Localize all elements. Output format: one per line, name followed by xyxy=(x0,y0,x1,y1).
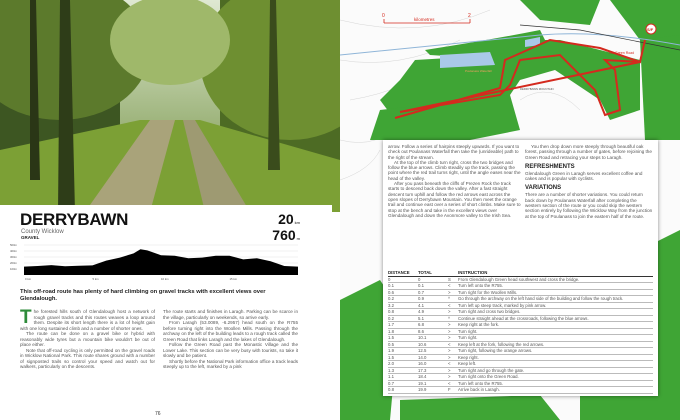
cell-distance: 0.5 xyxy=(388,341,418,348)
column-header: TOTAL xyxy=(418,270,448,276)
cell-distance: 0.1 xyxy=(388,283,418,290)
right-column-2 xyxy=(525,144,653,219)
map-label-green-road: The Green Road xyxy=(608,51,635,55)
scale-start: 0 xyxy=(382,13,385,19)
cell-total: 6.8 xyxy=(418,322,448,329)
cell-direction: > xyxy=(448,354,458,361)
cell-direction: > xyxy=(448,322,458,329)
cell-instruction: Turn left up steep track, marked by pink arrow. xyxy=(458,302,653,309)
refreshments-heading: REFRESHMENTS xyxy=(525,163,575,170)
cell-distance: 1.7 xyxy=(388,322,418,329)
cell-instruction: Turn right, following the orange arrows. xyxy=(458,348,653,355)
y-tick-label: 300m xyxy=(10,255,17,259)
elevation-area xyxy=(24,249,298,275)
cell-instruction: Arrive back in Laragh. xyxy=(458,387,653,394)
cell-distance: 0.8 xyxy=(388,387,418,394)
cell-instruction: Keep right. xyxy=(458,354,653,361)
cell-distance: 1.5 xyxy=(388,354,418,361)
right-column-1 xyxy=(388,144,521,218)
x-tick-label: 10 km xyxy=(161,277,169,281)
left-column-2 xyxy=(163,309,298,370)
ascent-unit: m xyxy=(296,236,300,241)
cell-total: 0 xyxy=(418,276,448,283)
cell-direction: < xyxy=(448,341,458,348)
cell-total: 10.6 xyxy=(418,341,448,348)
cell-instruction: Go through the archway on the left hand side of the building and follow the rough track. xyxy=(458,296,653,303)
cell-distance: 0.2 xyxy=(388,315,418,322)
cell-distance: 1.3 xyxy=(388,367,418,374)
cell-total: 0.1 xyxy=(418,283,448,290)
variations-text: There are a number of shorter variations. You could return back down by Poulanass Waterfall after completing the western section of the route or you could skip the western section entirely by following the Wicklow Way from the junction at the top of Poulanass to join the eastern half of the route. xyxy=(525,192,653,219)
cell-direction: > xyxy=(448,328,458,335)
map-label-waterfall: Poulanass Waterfall xyxy=(465,69,492,73)
cell-total: 5.1 xyxy=(418,315,448,322)
x-tick-label: 15 km xyxy=(229,277,238,281)
cell-total: 4.9 xyxy=(418,309,448,316)
cell-total: 0.7 xyxy=(418,289,448,296)
paragraph: he forested hills south of Glendalough host a network of rough gravel tracks and this routes weaves a loop around them. Despite its short length there is a lot of height gain with one long sustained climb and a number of shorter ones. xyxy=(20,309,155,331)
cell-total: 0.9 xyxy=(418,296,448,303)
cell-distance: 3.2 xyxy=(388,302,418,309)
cell-distance: 1.9 xyxy=(388,348,418,355)
paragraph: At the top of the climb turn right, cross the two bridges and follow the blue arrows. Climb steadily up the track, passing the point where the red trail turns right, until the angle eases near the head of the valley. xyxy=(388,159,521,181)
y-tick-label: 200m xyxy=(10,261,17,265)
paragraph: Follow the Green Road past the Monastic Village and the Lower Lake. This section can be very busy with tourists, so take it slowly and be patient. xyxy=(163,342,298,358)
cell-distance: 1.8 xyxy=(388,328,418,335)
left-column-1 xyxy=(20,309,155,370)
cell-direction: < xyxy=(448,283,458,290)
paragraph: arrow. Follow a series of hairpins steeply upwards. If you want to check out Poulanass Waterfall then take the (unrideable) path to the right of the stream. xyxy=(388,144,520,160)
cell-direction: ^ xyxy=(448,296,458,303)
paragraph: The route starts and finishes in Laragh. Parking can be scarce in the village, particularly on weekends, so arrive early. xyxy=(163,309,298,320)
paragraph: After you pass beneath the cliffs of Prezen Rock the track starts to descend back down the valley. After a fast straight descent turn uphill and follow the red arrows east across the open slopes of Derrybawn Mountain. You then meet the orange trail and continue east over a series of short climbs. Make sure to stop at the bench and take in the excellent views over Glendalough and down the Avonmore valley to the Irish Sea. xyxy=(388,181,521,218)
cell-instruction: Keep right at the fork. xyxy=(458,322,653,329)
cell-instruction: From Glendalough Green head southwest and cross the bridge. xyxy=(458,276,653,283)
table-row xyxy=(388,387,653,394)
drop-cap: T xyxy=(20,307,32,328)
cell-distance: 0 xyxy=(388,276,418,283)
page-number: 76 xyxy=(155,411,161,417)
cell-instruction: Turn right for the Woollen Mills. xyxy=(458,289,653,296)
scale-label: kilometres xyxy=(414,17,435,22)
cell-direction: > xyxy=(448,289,458,296)
cell-distance: 0.8 xyxy=(388,309,418,316)
distance-unit: km xyxy=(294,220,300,225)
cell-direction: ^ xyxy=(448,315,458,322)
route-intro: This off-road route has plenty of hard climbing on gravel tracks with excellent views over Glendalough. xyxy=(20,289,266,302)
cell-direction: F xyxy=(448,387,458,394)
cell-distance: 1.5 xyxy=(388,335,418,342)
paragraph: Note that off-road cycling is only permitted on the gravel roads in Wicklow National Park. This route shares ground with a number of signposted trails so control your speed and watch out for walkers, particularly on the descents. xyxy=(20,347,155,369)
variations-heading: VARIATIONS xyxy=(525,185,562,192)
cell-total: 8.6 xyxy=(418,328,448,335)
route-title: DERRYBAWN xyxy=(20,210,129,229)
cell-distance: 1.1 xyxy=(388,374,418,381)
cell-direction: > xyxy=(448,367,458,374)
cell-distance: 0.7 xyxy=(388,380,418,387)
cell-direction: > xyxy=(448,309,458,316)
paragraph: The route can be done on a gravel bike or hybrid with reasonably wide tyres but a mountain bike wouldn't be out of place either. xyxy=(20,331,155,347)
elevation-profile-chart xyxy=(10,243,305,283)
y-tick-label: 100m xyxy=(10,267,17,271)
cell-instruction: Turn right onto the Green Road. xyxy=(458,374,653,381)
cell-total: 16.0 xyxy=(418,361,448,368)
start-finish-marker[interactable] xyxy=(646,24,656,34)
refreshments-text: Glendalough Green in Laragh serves excellent coffee and cakes and is popular with cyclists. xyxy=(525,170,643,182)
map-label-mountain: DERRYBAWN MOUNTAIN xyxy=(520,87,554,91)
column-header: INSTRUCTION xyxy=(458,270,653,276)
cell-instruction: Turn left onto the R755. xyxy=(458,380,653,387)
cell-direction: S xyxy=(448,276,458,283)
y-tick-label: 400m xyxy=(10,249,17,253)
cell-direction: < xyxy=(448,380,458,387)
x-tick-label: 0 km xyxy=(25,277,32,281)
cell-direction: < xyxy=(448,302,458,309)
cell-total: 17.3 xyxy=(418,367,448,374)
cell-total: 10.1 xyxy=(418,335,448,342)
cell-instruction: Keep left at the fork, following the red arrows. xyxy=(458,341,653,348)
cell-total: 14.0 xyxy=(418,354,448,361)
forest-track-photo xyxy=(0,0,340,212)
cell-instruction: Turn right and cross two bridges. xyxy=(458,309,653,316)
cell-instruction: Continue straight ahead at the crossroads, following the blue arrows. xyxy=(458,315,653,322)
cell-total: 19.9 xyxy=(418,387,448,394)
cell-direction: < xyxy=(448,361,458,368)
route-county: County Wicklow xyxy=(21,229,64,235)
cell-total: 18.4 xyxy=(418,374,448,381)
cell-instruction: Turn right and go through the gate. xyxy=(458,367,653,374)
cell-total: 19.1 xyxy=(418,380,448,387)
y-tick-label: 500m xyxy=(10,243,17,247)
cell-direction: > xyxy=(448,335,458,342)
route-instructions-table xyxy=(388,270,653,394)
cell-direction: > xyxy=(448,348,458,355)
paragraph: From Laragh (53.0089, -6.2957) head south on the R755 before turning right into the Woollen Mills. Passing through the archway on the left of the building leads to a rough track called the Green Road that links Laragh and the lakes of Glendalough. xyxy=(163,320,298,342)
paragraph: You then drop down more steeply through beautiful oak forest, passing through a number of gates, before rejoining the Green Road and retracing your steps to Laragh. xyxy=(525,144,652,160)
paragraph: Shortly before the National Park information office a track leads steeply up to the left, marked by a pink xyxy=(163,358,298,369)
cell-direction: > xyxy=(448,374,458,381)
cell-total: 12.5 xyxy=(418,348,448,355)
x-tick-label: 5 km xyxy=(92,277,99,281)
cell-instruction: Turn left onto the R755. xyxy=(458,283,653,290)
cell-instruction: Turn right. xyxy=(458,328,653,335)
cell-distance: 0.6 xyxy=(388,289,418,296)
cell-instruction: Keep left. xyxy=(458,361,653,368)
scale-end: 2 xyxy=(468,13,471,19)
cell-distance: 2.0 xyxy=(388,361,418,368)
cell-distance: 0.2 xyxy=(388,296,418,303)
cell-total: 4.1 xyxy=(418,302,448,309)
distance-value: 20 xyxy=(278,211,294,227)
column-header: DISTANCE xyxy=(388,270,418,276)
ascent-value: 760 xyxy=(272,227,296,243)
cell-instruction: Turn right. xyxy=(458,335,653,342)
route-surface: GRAVEL xyxy=(21,235,40,240)
marker-label: S/F xyxy=(647,27,654,32)
